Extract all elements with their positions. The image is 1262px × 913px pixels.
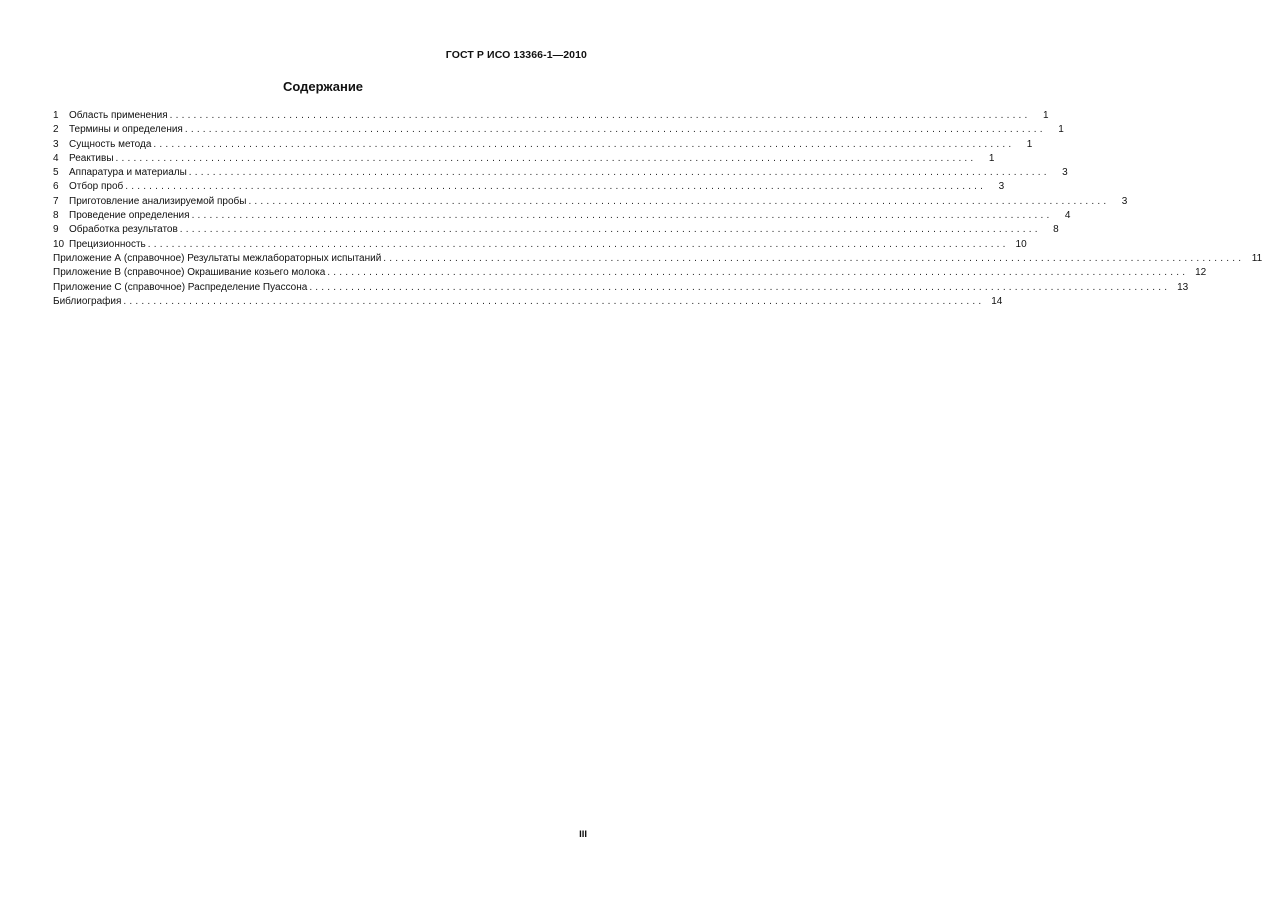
toc-entry-number: 9 (53, 224, 59, 236)
toc-entry-number: 5 (53, 167, 59, 179)
toc-entry-label: Приготовление анализируемой пробы (69, 195, 247, 207)
toc-entry-page: 1 (1058, 124, 1064, 136)
toc-entry-page: 1 (988, 152, 995, 164)
toc-entry-page: 14 (991, 295, 1003, 307)
toc-entry[interactable] (53, 166, 1068, 180)
toc-entry[interactable] (53, 152, 995, 166)
toc-entry-label: Приложение С (справочное) Распределение Пуассона (53, 281, 308, 293)
toc-entry-bibliography[interactable] (53, 295, 1003, 309)
dot-leader: ................................................................................................................................................ (191, 210, 1053, 222)
dot-leader: ................................................................................................................................................ (327, 267, 1189, 279)
toc-entry-label: Реактивы (69, 152, 114, 164)
toc-entry[interactable] (53, 123, 1064, 137)
toc-entry[interactable] (53, 209, 1071, 223)
toc-entry-page: 3 (1121, 195, 1128, 207)
toc-entry-label: Термины и определения (69, 124, 183, 136)
dot-leader: ................................................................................................................................................ (169, 110, 1031, 121)
toc-entry-page: 3 (1062, 167, 1068, 179)
toc-entry-label: Проведение определения (69, 210, 190, 222)
toc-entry-label: Сущность метода (69, 138, 152, 150)
toc-entry-appendix-a[interactable] (53, 252, 1262, 266)
toc-entry-label: Приложение А (справочное) Результаты межлабораторных испытаний (53, 252, 382, 264)
toc-entry-number: 2 (53, 124, 59, 136)
dot-leader: ................................................................................................................................................ (309, 281, 1171, 293)
toc-entry-number: 3 (53, 138, 59, 150)
toc-entry-label: Обработка результатов (69, 224, 178, 236)
dot-leader: ................................................................................................................................................ (153, 138, 1015, 150)
toc-entry-label: Библиография (53, 295, 122, 307)
toc-entry-number: 8 (53, 210, 59, 222)
toc-entry-number: 4 (53, 152, 59, 164)
toc-entry-number: 6 (53, 181, 59, 193)
dot-leader: ................................................................................................................................................ (147, 238, 1009, 250)
toc-entry-number: 1 (53, 110, 59, 121)
dot-leader: ................................................................................................................................................ (123, 295, 985, 307)
toc-entry-label: Аппаратура и материалы (69, 167, 187, 179)
page-number: III (579, 829, 587, 840)
toc-entry-number: 7 (53, 195, 59, 207)
toc-entry[interactable] (53, 238, 1027, 252)
toc-entry-page: 3 (998, 181, 1005, 193)
toc-entry[interactable] (53, 109, 1049, 123)
toc-entry-page: 4 (1064, 210, 1071, 222)
toc-entry-label: Приложение В (справочное) Окрашивание козьего молока (53, 267, 326, 279)
toc-entry[interactable] (53, 138, 1033, 152)
toc-entry-page: 10 (1015, 238, 1027, 250)
toc-title: Содержание (282, 79, 364, 94)
toc-entry-page: 1 (1042, 110, 1049, 121)
toc-entry-label: Отбор проб (69, 181, 124, 193)
toc-entry-page: 13 (1177, 281, 1189, 293)
toc-entry-page: 8 (1053, 224, 1059, 236)
dot-leader: ................................................................................................................................................ (179, 224, 1041, 236)
toc-entry[interactable] (53, 195, 1128, 209)
toc-entry[interactable] (53, 223, 1059, 237)
toc-entry-page: 1 (1026, 138, 1033, 150)
toc-entry-page: 12 (1195, 267, 1207, 279)
toc-entry-appendix-c[interactable] (53, 281, 1189, 295)
dot-leader: ................................................................................................................................................ (184, 124, 1046, 136)
dot-leader: ................................................................................................................................................ (248, 195, 1110, 207)
toc-entry[interactable] (53, 180, 1005, 194)
dot-leader: ................................................................................................................................................ (188, 167, 1050, 179)
toc-entry-appendix-b[interactable] (53, 266, 1207, 280)
toc-entry-label: Прецизионность (69, 238, 146, 250)
dot-leader: ................................................................................................................................................ (115, 152, 977, 164)
table-of-contents (53, 109, 1262, 309)
dot-leader: ................................................................................................................................................ (383, 252, 1245, 264)
toc-entry-number: 10 (53, 238, 65, 250)
dot-leader: ................................................................................................................................................ (125, 181, 987, 193)
toc-entry-label: Область применения (69, 110, 168, 121)
toc-entry-page: 11 (1251, 252, 1262, 264)
document-id: ГОСТ Р ИСО 13366-1—2010 (445, 49, 587, 61)
